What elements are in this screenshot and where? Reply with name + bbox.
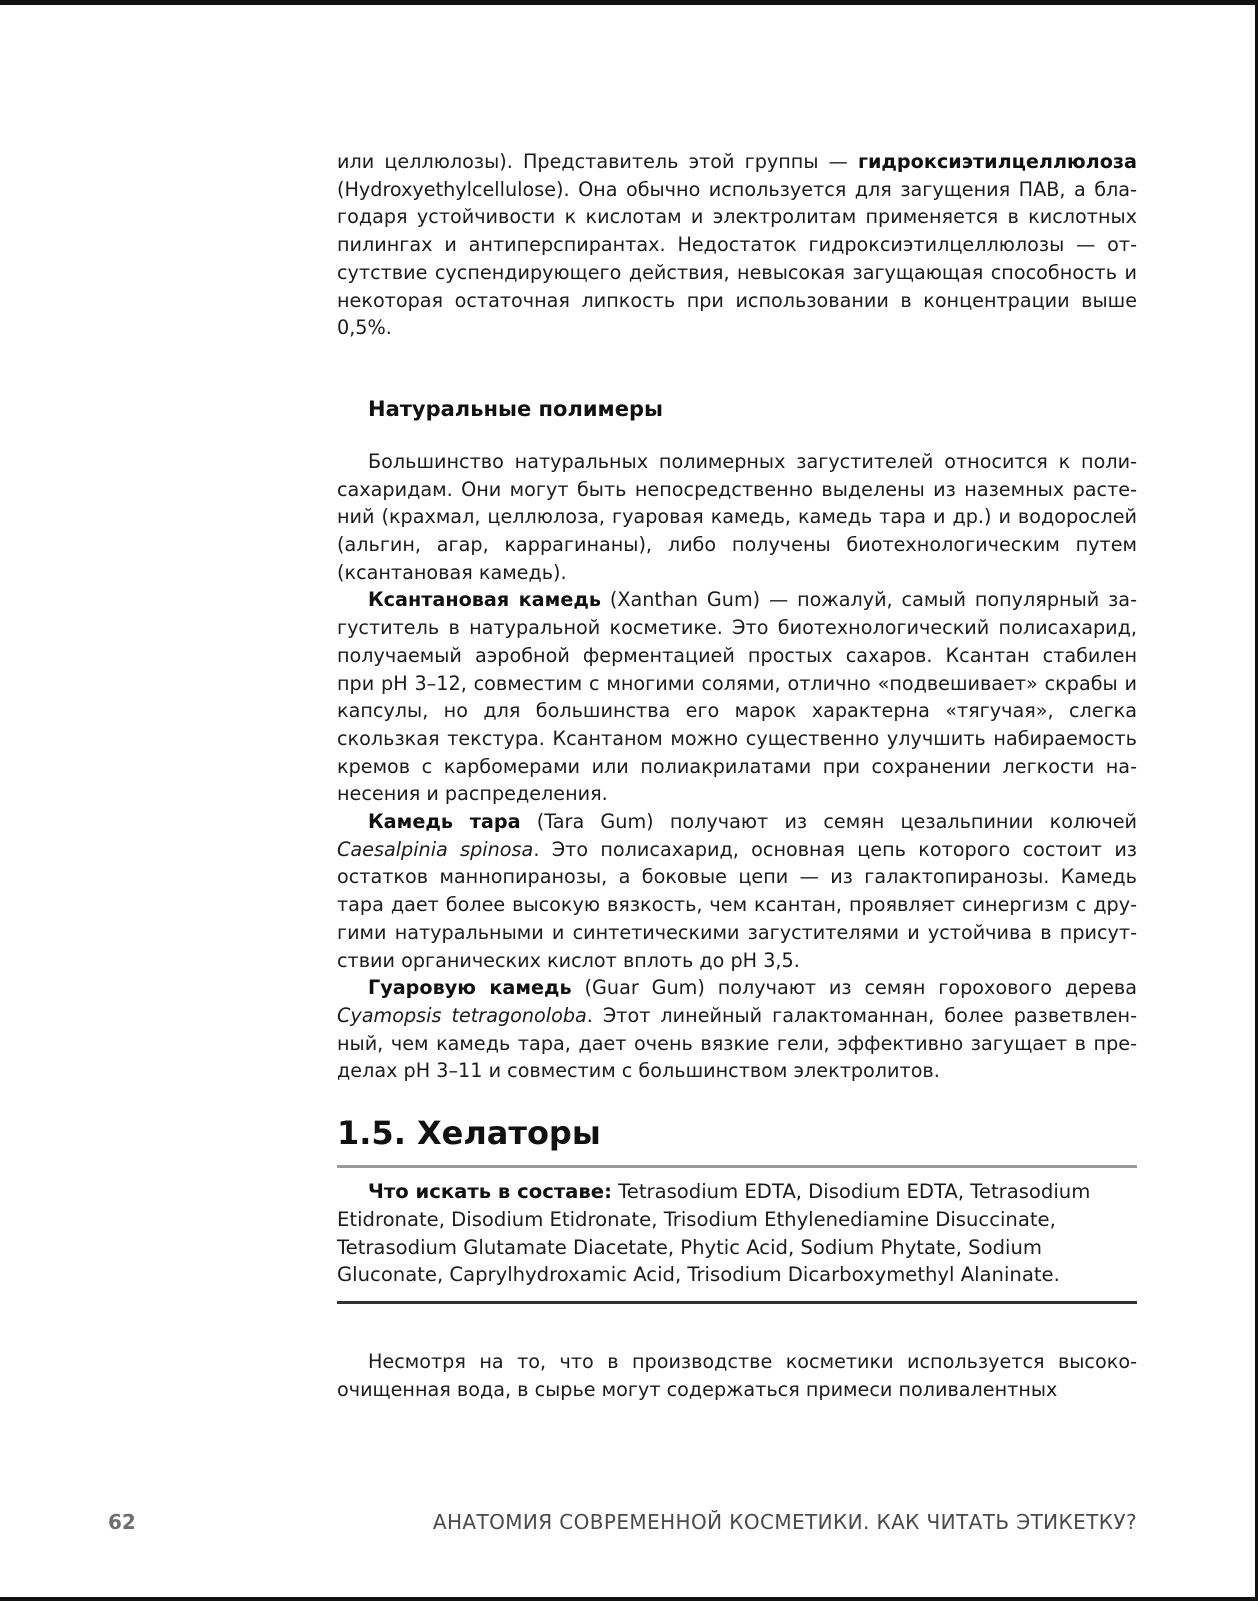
term-hydroxyethylcellulose: гидроксиэтилцеллюлоза [857, 150, 1137, 173]
paragraph-text: . Этот линейный галактоманнан, более разветвленный, чем камедь тара, дает очень вязкие гели, эффективно загущает в пределах pH 3–11 и совместим с большинством электролитов. [337, 1003, 1137, 1083]
page-edge-top [0, 0, 1258, 5]
ingredients-list [337, 1178, 1137, 1289]
latin-name: Cyamopsis tetragonoloba [337, 1003, 587, 1027]
subheading-natural-polymers: Натуральные полимеры [368, 396, 663, 421]
paragraph-text: (Guar Gum) получают из семян горохового дерева [571, 976, 1137, 1000]
page-number: 62 [108, 1510, 136, 1534]
ingredients-text: Tetrasodium EDTA, Disodium EDTA, Tetrasodium Etidronate, Disodium Etidronate, Trisodium Ethylenediamine Disuccinate, Tetrasodium Glutamate Diacetate, Phytic Acid, Sodium Phytate, Sodium Gluconate, Caprylhydroxamic Acid, Trisodium Dicarboxymethyl Alaninate. [337, 1180, 1091, 1287]
latin-name: Caesalpinia spinosa [337, 837, 534, 861]
paragraph-xanthan [337, 586, 1137, 808]
section-heading-chelators: 1.5. Хелаторы [337, 1114, 601, 1153]
ingredients-box [337, 1165, 1137, 1304]
term-guar-gum: Гуаровую камедь [368, 976, 572, 1000]
paragraph-chelators-intro: Несмотря на то, что в производстве косметики используется высокоочищенная вода, в сырье могут содержаться примеси поливалентных [337, 1350, 1137, 1401]
paragraph-natural-intro: Большинство натуральных полимерных загустителей относится к полисахаридам. Они могут быть непосредственно выделены из наземных растений (крахмал, целлюлоза, гуаровая камедь, камедь тара и др.) и водорослей (альгин, агар, каррагинаны), либо получены биотехнологическим путем (ксантановая камедь). [337, 449, 1137, 584]
paragraph-text: (Xanthan Gum) — пожалуй, самый популярный загуститель в натуральной косметике. Это биотехнологический полисахарид, получаемый аэробной ферментацией простых сахаров. Ксантан стабилен при pH 3–12, совместим с многими солями, отлично «подвешивает» скрабы и капсулы, но для большинства его марок характерна «тягучая», слегка скользкая текстура. Ксантаном можно существенно улучшить набираемость кремов с карбомерами или полиакрилатами при сохранении легкости нанесения и распределения. [337, 588, 1137, 806]
text-column [337, 148, 1137, 1404]
term-tara-gum: Камедь тара [368, 810, 521, 834]
running-footer-title: АНАТОМИЯ СОВРЕМЕННОЙ КОСМЕТИКИ. КАК ЧИТАТЬ ЭТИКЕТКУ? [432, 1510, 1137, 1534]
paragraph-text: (Tara Gum) получают из семян цезальпинии колючей [520, 810, 1137, 834]
ingredients-label: Что искать в составе: [368, 1180, 612, 1204]
paragraph-hydroxyethylcellulose [337, 148, 1137, 342]
page-edge-bottom [0, 1597, 1258, 1601]
paragraph-text: или целлюлозы). Представитель этой группы — [337, 150, 858, 173]
paragraph-text: . Это полисахарид, основная цепь которого состоит из остатков маннопиранозы, а боковые цепи — из галактопиранозы. Камедь тара дает более высокую вязкость, чем ксантан, проявляет синергизм с другими натуральными и синтетическими загустителями и устойчива в присутствии органических кислот вплоть до pH 3,5. [337, 837, 1137, 972]
paragraph-text: (Hydroxyethylcellulose). Она обычно используется для загущения ПАВ, а благодаря устойчивости к кислотам и электролитам применяется в кислотных пилингах и антиперспирантах. Недостаток гидроксиэтилцеллюлозы — отсутствие суспендирующего действия, невысокая загущающая способность и некоторая остаточная липкость при использовании в концентрации выше 0,5%. [337, 177, 1137, 340]
paragraph-guar [337, 974, 1137, 1085]
term-xanthan-gum: Ксантановая камедь [368, 588, 601, 612]
paragraph-tara [337, 808, 1137, 974]
